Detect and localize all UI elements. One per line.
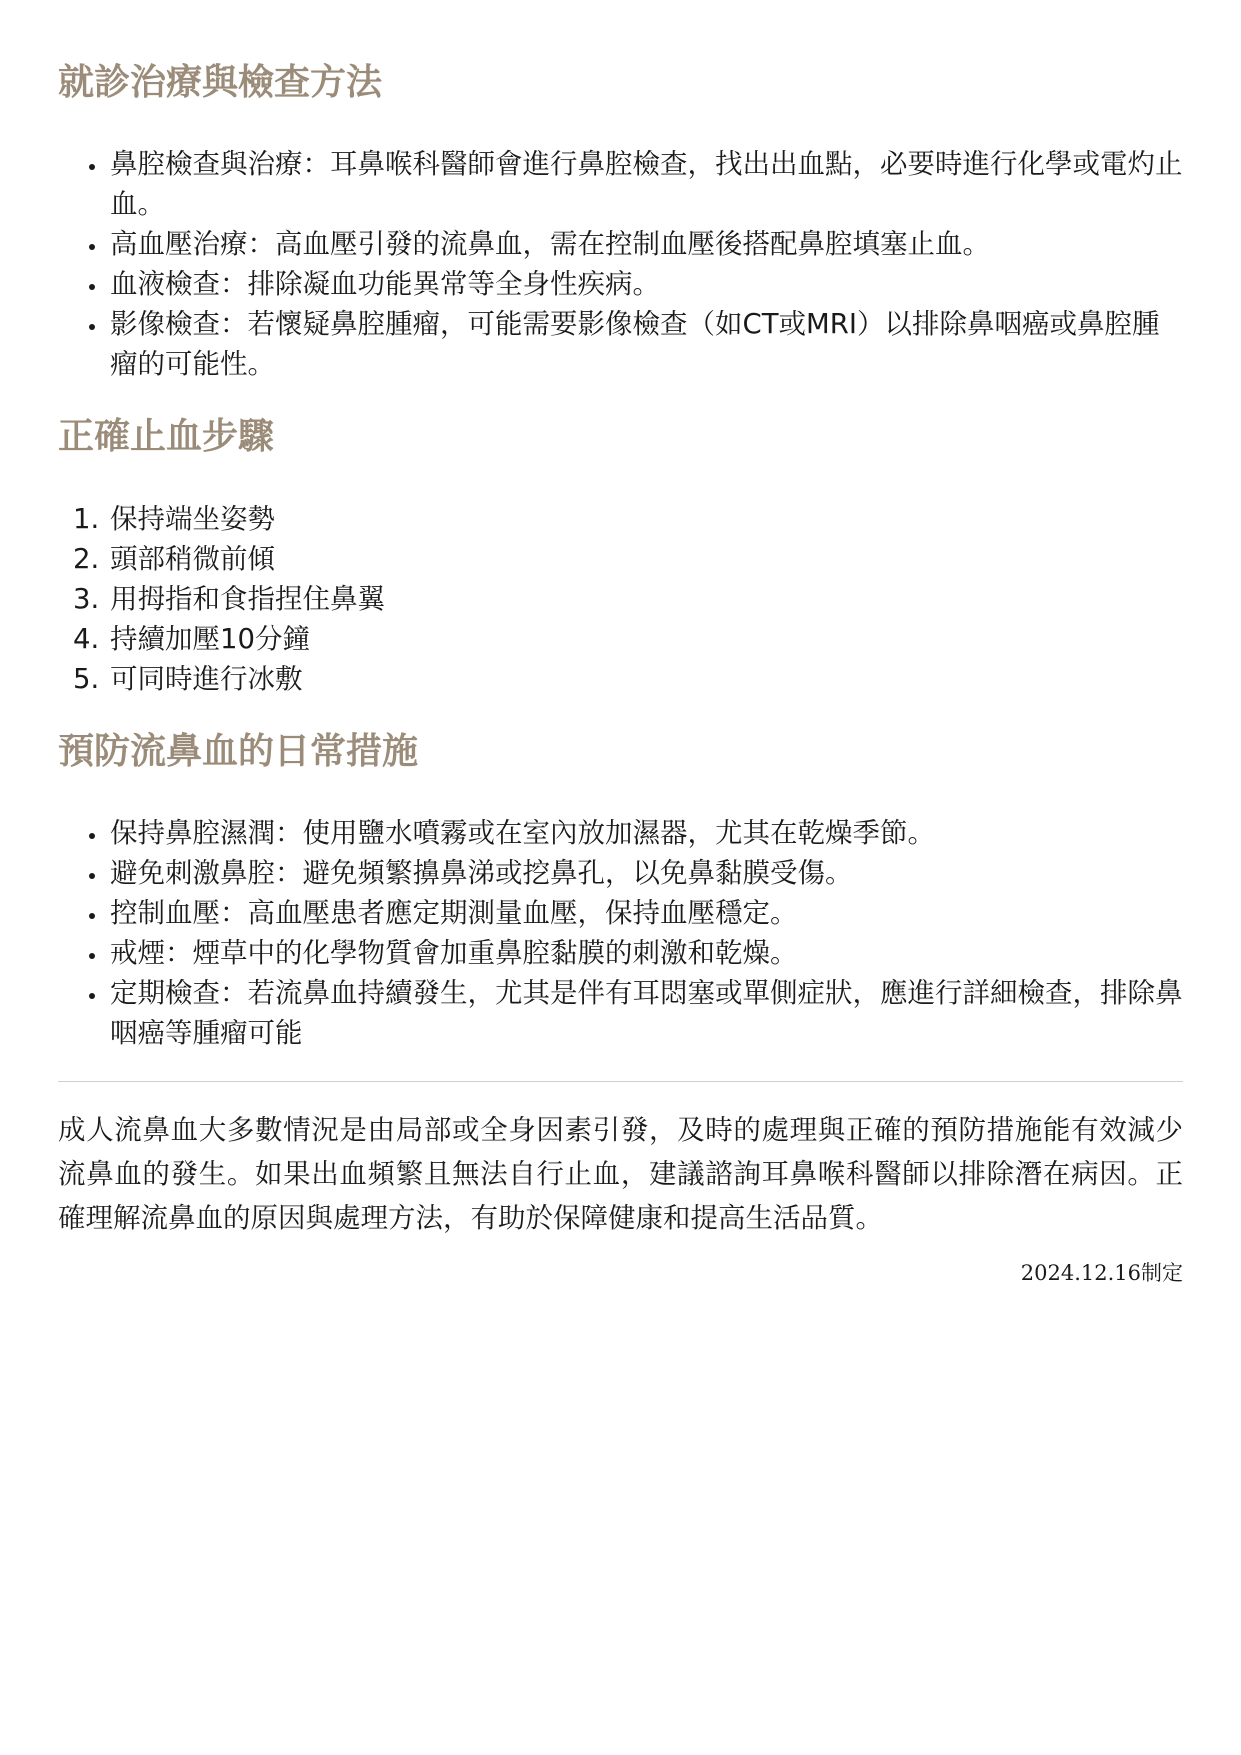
step-item: 3. 用拇指和食指捏住鼻翼 — [108, 579, 1183, 619]
divider — [58, 1081, 1183, 1082]
list-item: • 控制血壓：高血壓患者應定期測量血壓，保持血壓穩定。 — [108, 893, 1183, 933]
list-item: • 影像檢查：若懷疑鼻腔腫瘤，可能需要影像檢查（如CT或MRI）以排除鼻咽癌或鼻腔腫瘤的可能性。 — [108, 304, 1183, 384]
list-item: • 定期檢查：若流鼻血持續發生，尤其是伴有耳悶塞或單側症狀，應進行詳細檢查，排除鼻咽癌等腫瘤可能 — [108, 973, 1183, 1053]
list-item: • 鼻腔檢查與治療：耳鼻喉科醫師會進行鼻腔檢查，找出出血點，必要時進行化學或電灼止血。 — [108, 144, 1183, 224]
section-heading-stop-bleeding: 正確止血步驟 — [58, 416, 275, 458]
section-heading-prevention: 預防流鼻血的日常措施 — [58, 730, 419, 772]
section-stop-bleeding — [58, 412, 1183, 698]
summary-paragraph: 成人流鼻血大多數情況是由局部或全身因素引發，及時的處理與正確的預防措施能有效減少流鼻血的發生。如果出血頻繁且無法自行止血，建議諮詢耳鼻喉科醫師以排除潛在病因。正確理解流鼻血的原因與處理方法，有助於保障健康和提高生活品質。 — [58, 1114, 1183, 1235]
date-value: 2024.12.16 — [1020, 1261, 1141, 1286]
step-item: 2. 頭部稍微前傾 — [108, 539, 1183, 579]
step-item: 1. 保持端坐姿勢 — [108, 499, 1183, 539]
list-item: • 高血壓治療：高血壓引發的流鼻血，需在控制血壓後搭配鼻腔填塞止血。 — [108, 224, 1183, 264]
list-item: • 避免刺激鼻腔：避免頻繁擤鼻涕或挖鼻孔，以免鼻黏膜受傷。 — [108, 853, 1183, 893]
stop-bleeding-steps — [58, 499, 1183, 699]
footer-date — [58, 1258, 1183, 1288]
step-item: 4. 持續加壓10分鐘 — [108, 619, 1183, 659]
prevention-list — [58, 813, 1183, 1053]
step-item: 5. 可同時進行冰敷 — [108, 659, 1183, 699]
list-item: • 血液檢查：排除凝血功能異常等全身性疾病。 — [108, 264, 1183, 304]
list-item: • 保持鼻腔濕潤：使用鹽水噴霧或在室內放加濕器，尤其在乾燥季節。 — [108, 813, 1183, 853]
document-page — [58, 40, 1183, 1288]
section-prevention — [58, 727, 1183, 1053]
treatment-list — [58, 144, 1183, 384]
section-treatment — [58, 58, 1183, 384]
list-item: • 戒煙：煙草中的化學物質會加重鼻腔黏膜的刺激和乾燥。 — [108, 933, 1183, 973]
date-suffix: 制定 — [1141, 1261, 1183, 1286]
section-heading-treatment: 就診治療與檢查方法 — [58, 62, 383, 103]
